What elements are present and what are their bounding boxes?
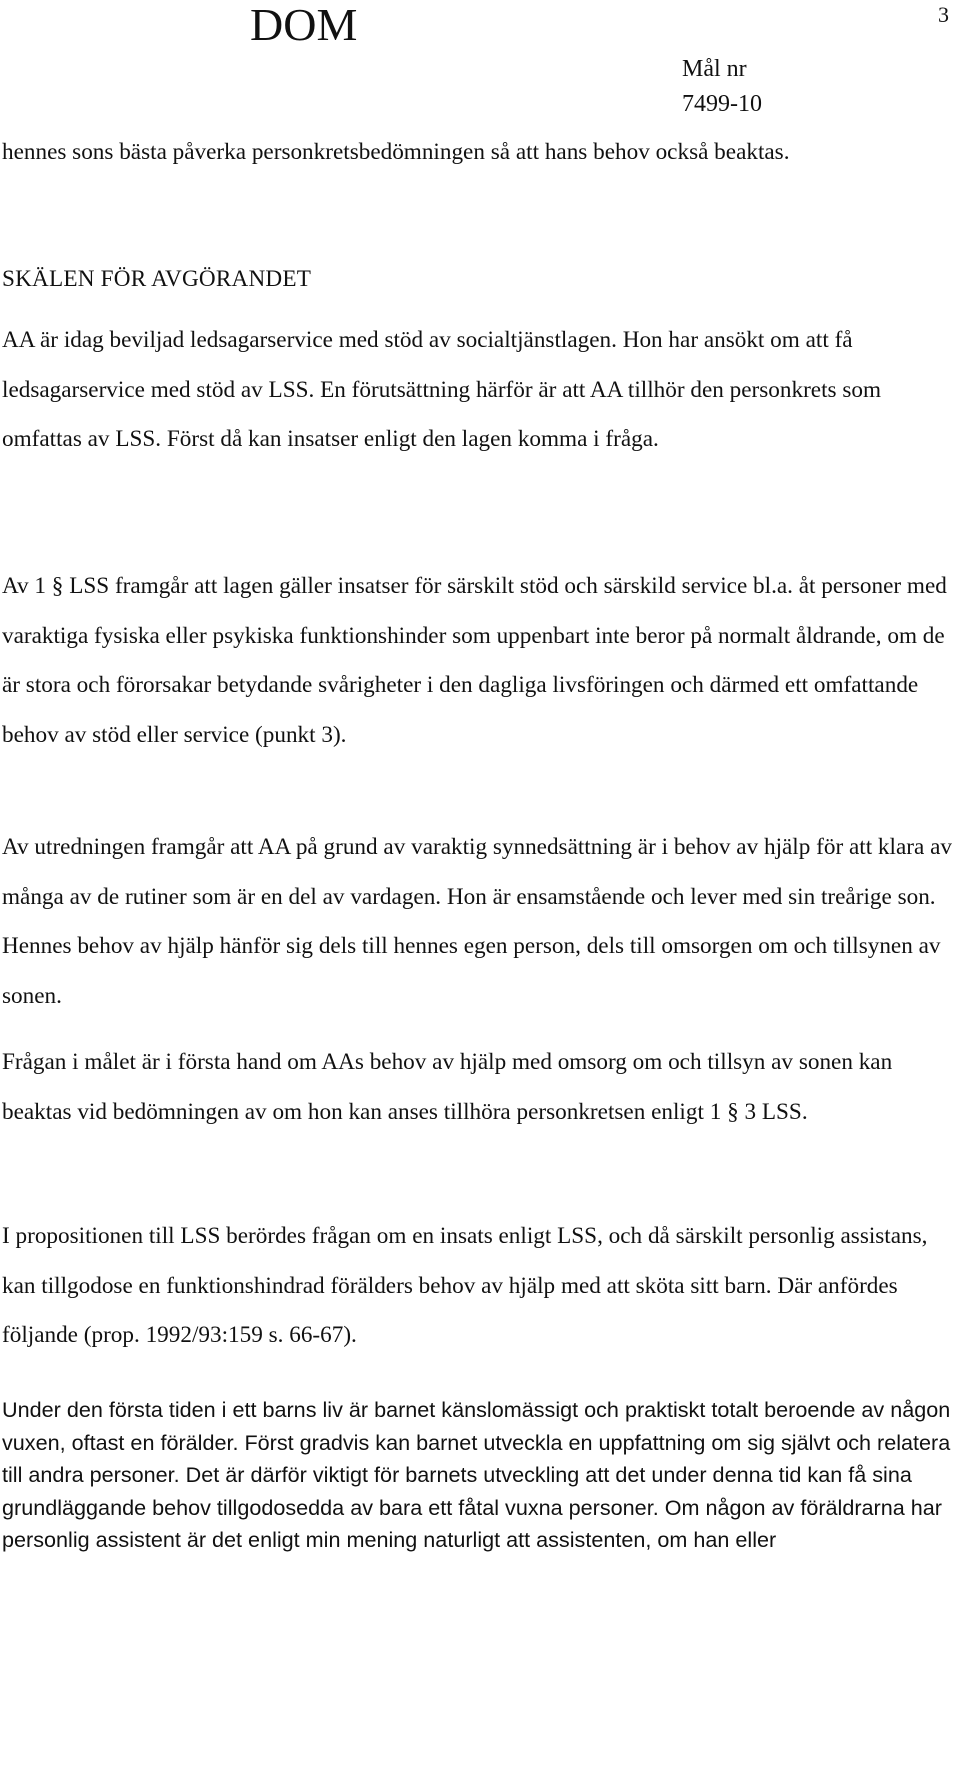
paragraph-4: Frågan i målet är i första hand om AAs behov av hjälp med omsorg om och tillsyn av sonen kan beaktas vid bedömningen av om hon kan anses tillhöra personkretsen enligt 1 § 3 LSS. <box>2 1049 893 1125</box>
intro-paragraph: hennes sons bästa påverka personkretsbedömningen så att hans behov också beaktas. <box>2 139 790 165</box>
case-number: 7499-10 <box>682 91 762 117</box>
document-title: DOM <box>250 0 358 50</box>
quoted-passage: Under den första tiden i ett barns liv är barnet känslomässigt och praktiskt totalt beroende av någon vuxen, oftast en förälder. Först gradvis kan barnet utveckla en uppfattning om sig självt och relatera till andra personer. Det är därför viktigt för barnets utveckling att det under denna tid kan få sina grundläggande behov tillgodosedda av bara ett fåtal vuxna personer. Om någon av föräldrarna har personlig assistent är det enligt min mening naturligt att assistenten, om han eller <box>2 1397 951 1552</box>
page-number: 3 <box>938 2 949 27</box>
paragraph-1: AA är idag beviljad ledsagarservice med stöd av socialtjänstlagen. Hon har ansökt om att få ledsagarservice med stöd av LSS. En förutsättning härför är att AA tillhör den personkrets som omfattas av LSS. Först då kan insatser enligt den lagen komma i fråga. <box>2 327 881 452</box>
paragraph-5: I propositionen till LSS berördes frågan om en insats enligt LSS, och då särskilt personlig assistans, kan tillgodose en funktionshindrad förälders behov av hjälp med att sköta sitt barn. Där anfördes följande (prop. 1992/93:159 s. 66-67). <box>2 1223 928 1348</box>
section-heading: SKÄLEN FÖR AVGÖRANDET <box>2 266 312 292</box>
paragraph-3: Av utredningen framgår att AA på grund av varaktig synnedsättning är i behov av hjälp för att klara av många av de rutiner som är en del av vardagen. Hon är ensamstående och lever med sin treårige son. Hennes behov av hjälp hänför sig dels till hennes egen person, dels till omsorgen om och tillsynen av sonen. <box>2 834 952 1009</box>
paragraph-2: Av 1 § LSS framgår att lagen gäller insatser för särskilt stöd och särskild service bl.a. åt personer med varaktiga fysiska eller psykiska funktionshinder som uppenbart inte beror på normalt åldrande, om de är stora och förorsakar betydande svårigheter i den dagliga livsföringen och därmed ett omfattande behov av stöd eller service (punkt 3). <box>2 573 947 748</box>
case-number-label: Mål nr <box>682 56 747 82</box>
